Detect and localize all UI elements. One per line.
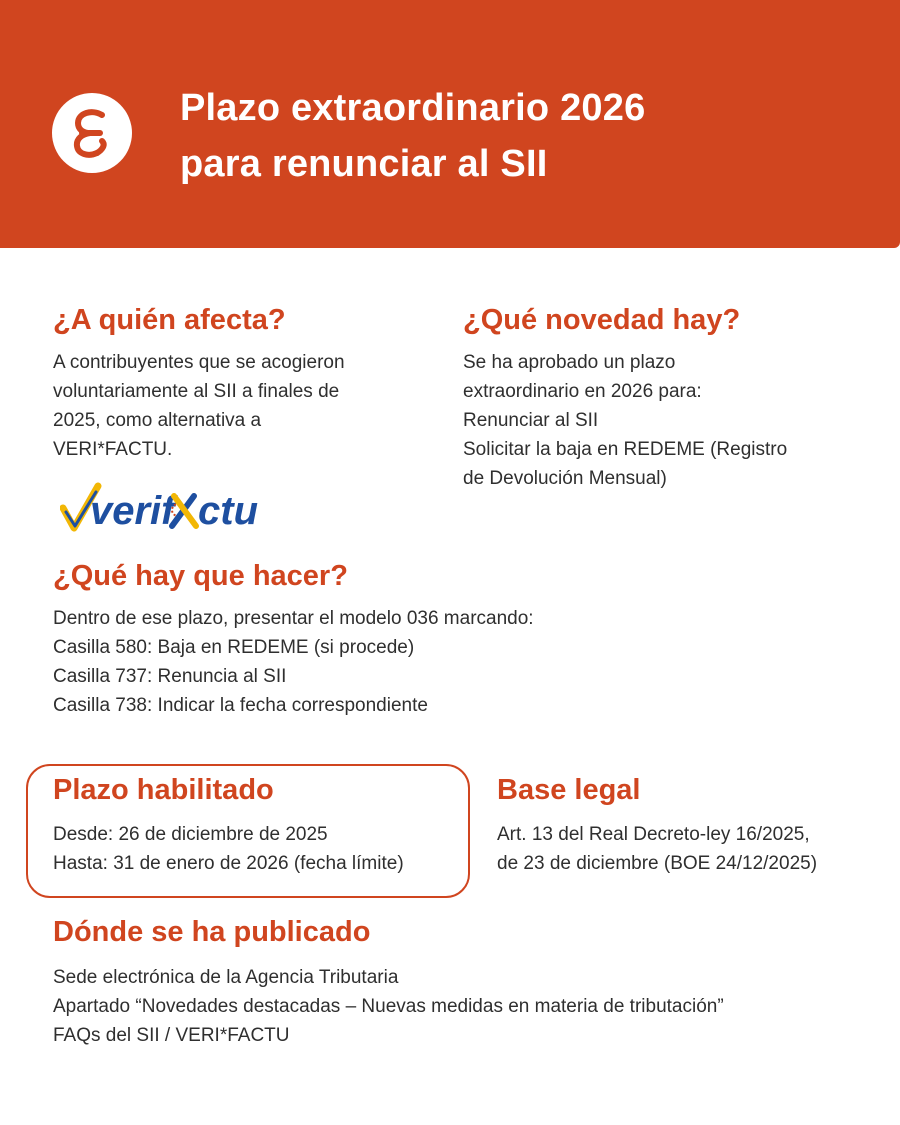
verifactu-logo xyxy=(60,478,272,536)
section-text-publicado xyxy=(53,963,724,1050)
text-line: Casilla 738: Indicar la fecha correspondiente xyxy=(53,695,428,716)
text-line: Solicitar la baja en REDEME (Registro xyxy=(463,439,788,460)
verifactu-text-left: verif xyxy=(90,489,175,533)
text-line: de Devolución Mensual) xyxy=(463,468,667,489)
text-line: Sede electrónica de la Agencia Tributaria xyxy=(53,967,399,988)
brand-logo-icon xyxy=(52,93,132,173)
title-line-1: Plazo extraordinario 2026 xyxy=(180,87,646,129)
section-title-publicado: Dónde se ha publicado xyxy=(53,916,371,948)
section-title-novedad: ¿Qué novedad hay? xyxy=(463,304,741,336)
text-line: 2025, como alternativa a xyxy=(53,410,262,431)
text-line: Hasta: 31 de enero de 2026 (fecha límite) xyxy=(53,853,404,874)
text-line: VERI*FACTU. xyxy=(53,439,173,460)
section-title-plazo: Plazo habilitado xyxy=(53,774,274,806)
text-line: A contribuyentes que se acogieron xyxy=(53,352,345,373)
text-line: extraordinario en 2026 para: xyxy=(463,381,702,402)
text-line: Casilla 580: Baja en REDEME (si procede) xyxy=(53,637,415,658)
text-line: Se ha aprobado un plazo xyxy=(463,352,676,373)
section-title-hacer: ¿Qué hay que hacer? xyxy=(53,560,348,592)
section-title-base: Base legal xyxy=(497,774,641,806)
text-line: Apartado “Novedades destacadas – Nuevas medidas en materia de tributación” xyxy=(53,996,724,1017)
verifactu-text-right: ctu xyxy=(198,489,258,533)
section-title-afecta: ¿A quién afecta? xyxy=(53,304,286,336)
page-title xyxy=(180,80,645,192)
text-line: de 23 de diciembre (BOE 24/12/2025) xyxy=(497,853,818,874)
section-text-hacer xyxy=(53,604,534,720)
text-line: Renunciar al SII xyxy=(463,410,599,431)
text-line: Desde: 26 de diciembre de 2025 xyxy=(53,824,328,845)
text-line: voluntariamente al SII a finales de xyxy=(53,381,340,402)
section-text-novedad xyxy=(463,348,787,493)
title-line-2: para renunciar al SII xyxy=(180,143,548,185)
text-line: Dentro de ese plazo, presentar el modelo 036 marcando: xyxy=(53,608,534,629)
text-line: FAQs del SII / VERI*FACTU xyxy=(53,1025,290,1046)
header-banner xyxy=(0,0,900,248)
text-line: Casilla 737: Renuncia al SII xyxy=(53,666,287,687)
text-line: Art. 13 del Real Decreto-ley 16/2025, xyxy=(497,824,810,845)
section-text-base xyxy=(497,820,817,878)
section-text-plazo xyxy=(53,820,404,878)
section-text-afecta xyxy=(53,348,345,464)
